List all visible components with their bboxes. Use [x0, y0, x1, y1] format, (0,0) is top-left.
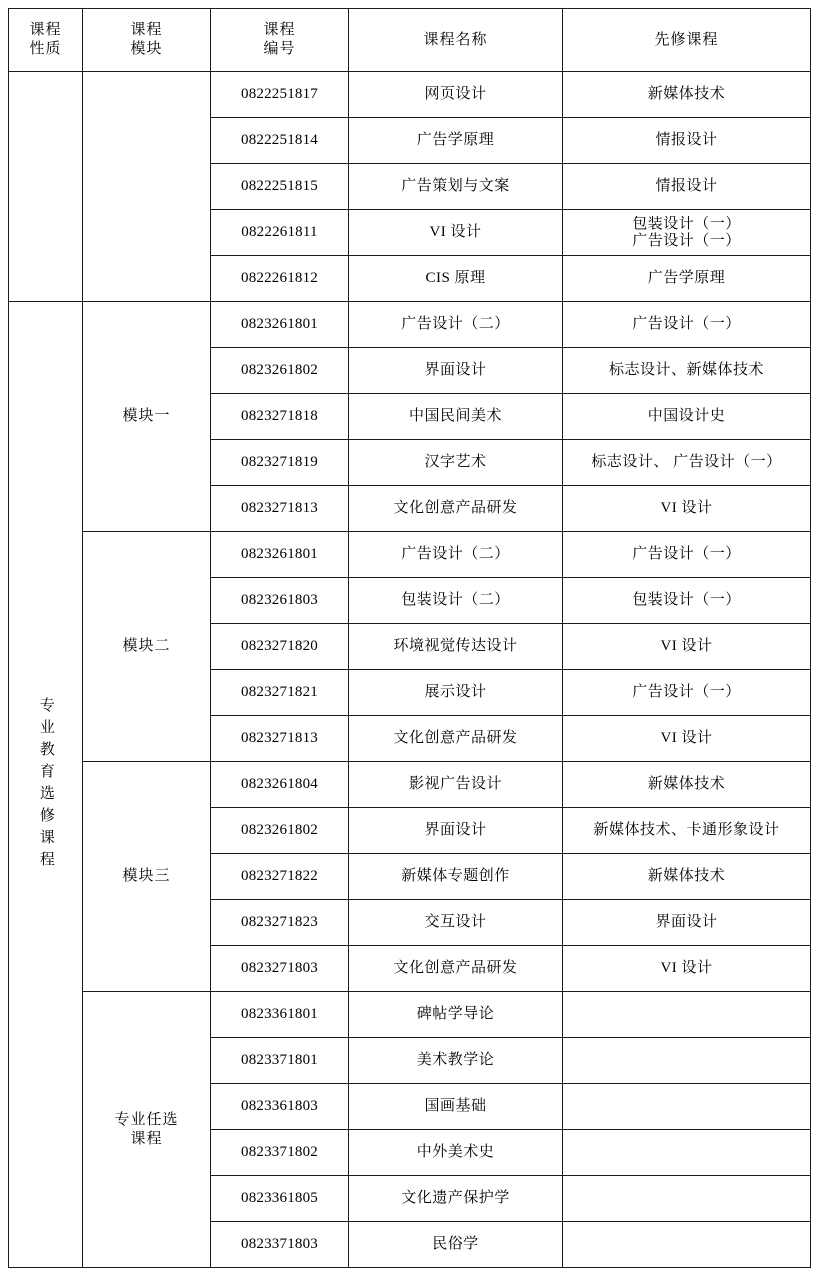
course-code: 0823271820: [211, 624, 349, 670]
prerequisite: VI 设计: [563, 946, 811, 992]
prerequisite-line-2: 广告设计（一）: [632, 232, 741, 249]
prerequisite: 包装设计（一）: [563, 578, 811, 624]
module-label: 模块一: [122, 408, 171, 425]
course-code: 0822261811: [211, 210, 349, 256]
course-code: 0823361805: [211, 1176, 349, 1222]
course-code: 0823271818: [211, 394, 349, 440]
course-module-cell-empty: [83, 72, 211, 302]
course-name: 国画基础: [349, 1084, 563, 1130]
prerequisite: 广告学原理: [563, 256, 811, 302]
module-label: 模块二: [122, 638, 171, 655]
prerequisite: 标志设计、 广告设计（一）: [563, 440, 811, 486]
course-name: CIS 原理: [349, 256, 563, 302]
prerequisite: 新媒体技术、卡通形象设计: [563, 808, 811, 854]
prerequisite: 情报设计: [563, 164, 811, 210]
prerequisite: 新媒体技术: [563, 762, 811, 808]
course-code: 0823271803: [211, 946, 349, 992]
course-name: 界面设计: [349, 348, 563, 394]
course-code: 0823271821: [211, 670, 349, 716]
column-header-course-nature: 课程 性质: [9, 9, 83, 72]
course-name: 碑帖学导论: [349, 992, 563, 1038]
course-code: 0823261801: [211, 532, 349, 578]
course-name: 文化遗产保护学: [349, 1176, 563, 1222]
course-code: 0823371801: [211, 1038, 349, 1084]
course-nature-cell: 专业教育选修课程: [9, 302, 83, 1268]
prerequisite: 界面设计: [563, 900, 811, 946]
course-module-cell: [83, 992, 211, 1268]
column-header-course-name: 课程名称: [349, 9, 563, 72]
course-code: 0823261802: [211, 808, 349, 854]
course-name: 汉字艺术: [349, 440, 563, 486]
course-name: 网页设计: [349, 72, 563, 118]
course-name: VI 设计: [349, 210, 563, 256]
course-code: 0823261801: [211, 302, 349, 348]
table-header: [9, 9, 811, 72]
prerequisite: 新媒体技术: [563, 72, 811, 118]
header-row: [9, 9, 811, 72]
module-label: 模块三: [122, 868, 171, 885]
table-row: [9, 302, 811, 348]
course-name: 交互设计: [349, 900, 563, 946]
prerequisite-clipped: [566, 216, 807, 250]
prerequisite: 广告设计（一）: [563, 670, 811, 716]
course-name: 民俗学: [349, 1222, 563, 1268]
prerequisite: [563, 1222, 811, 1268]
course-name: 文化创意产品研发: [349, 716, 563, 762]
module-label-line-2: 课程: [130, 1130, 163, 1147]
prerequisite: [563, 210, 811, 256]
module-label-line-1: 专业任选: [114, 1111, 179, 1128]
course-code: 0823371802: [211, 1130, 349, 1176]
prerequisite: VI 设计: [563, 486, 811, 532]
course-code: 0823261804: [211, 762, 349, 808]
prerequisite: [563, 1130, 811, 1176]
course-code: 0822261812: [211, 256, 349, 302]
prerequisite: [563, 1038, 811, 1084]
prerequisite: 中国设计史: [563, 394, 811, 440]
course-name: 界面设计: [349, 808, 563, 854]
course-name: 环境视觉传达设计: [349, 624, 563, 670]
prerequisite: 标志设计、新媒体技术: [563, 348, 811, 394]
prerequisite: 广告设计（一）: [563, 532, 811, 578]
column-header-course-code: 课程 编号: [211, 9, 349, 72]
prerequisite: 广告设计（一）: [563, 302, 811, 348]
course-code: 0823271813: [211, 486, 349, 532]
course-code: 0823271822: [211, 854, 349, 900]
course-module-cell: [83, 762, 211, 992]
course-table: [8, 8, 811, 1268]
course-name: 展示设计: [349, 670, 563, 716]
course-module-cell: [83, 302, 211, 532]
course-code: 0822251817: [211, 72, 349, 118]
table-body: [9, 72, 811, 1268]
prerequisite: [563, 992, 811, 1038]
course-name: 影视广告设计: [349, 762, 563, 808]
course-module-cell: [83, 532, 211, 762]
course-name: 中国民间美术: [349, 394, 563, 440]
column-header-course-module: 课程 模块: [83, 9, 211, 72]
course-name: 文化创意产品研发: [349, 946, 563, 992]
course-code: 0823371803: [211, 1222, 349, 1268]
prerequisite-line-1: 包装设计（一）: [632, 215, 741, 232]
course-code: 0822251815: [211, 164, 349, 210]
course-code: 0823261803: [211, 578, 349, 624]
course-nature-cell-empty: [9, 72, 83, 302]
course-name: 广告学原理: [349, 118, 563, 164]
course-name: 美术教学论: [349, 1038, 563, 1084]
course-name: 中外美术史: [349, 1130, 563, 1176]
column-header-prerequisite: 先修课程: [563, 9, 811, 72]
prerequisite: VI 设计: [563, 624, 811, 670]
course-code: 0822251814: [211, 118, 349, 164]
table-row: [9, 762, 811, 808]
course-name: 新媒体专题创作: [349, 854, 563, 900]
course-name: 文化创意产品研发: [349, 486, 563, 532]
course-code: 0823271823: [211, 900, 349, 946]
course-name: 广告设计（二）: [349, 302, 563, 348]
course-code: 0823361803: [211, 1084, 349, 1130]
course-name: 包装设计（二）: [349, 578, 563, 624]
table-row: [9, 992, 811, 1038]
prerequisite: 情报设计: [563, 118, 811, 164]
prerequisite: [563, 1084, 811, 1130]
course-code: 0823271813: [211, 716, 349, 762]
prerequisite: [563, 1176, 811, 1222]
course-name: 广告策划与文案: [349, 164, 563, 210]
table-row: [9, 532, 811, 578]
prerequisite: 新媒体技术: [563, 854, 811, 900]
course-code: 0823261802: [211, 348, 349, 394]
prerequisite: VI 设计: [563, 716, 811, 762]
course-code: 0823361801: [211, 992, 349, 1038]
table-row: [9, 72, 811, 118]
course-name: 广告设计（二）: [349, 532, 563, 578]
course-code: 0823271819: [211, 440, 349, 486]
